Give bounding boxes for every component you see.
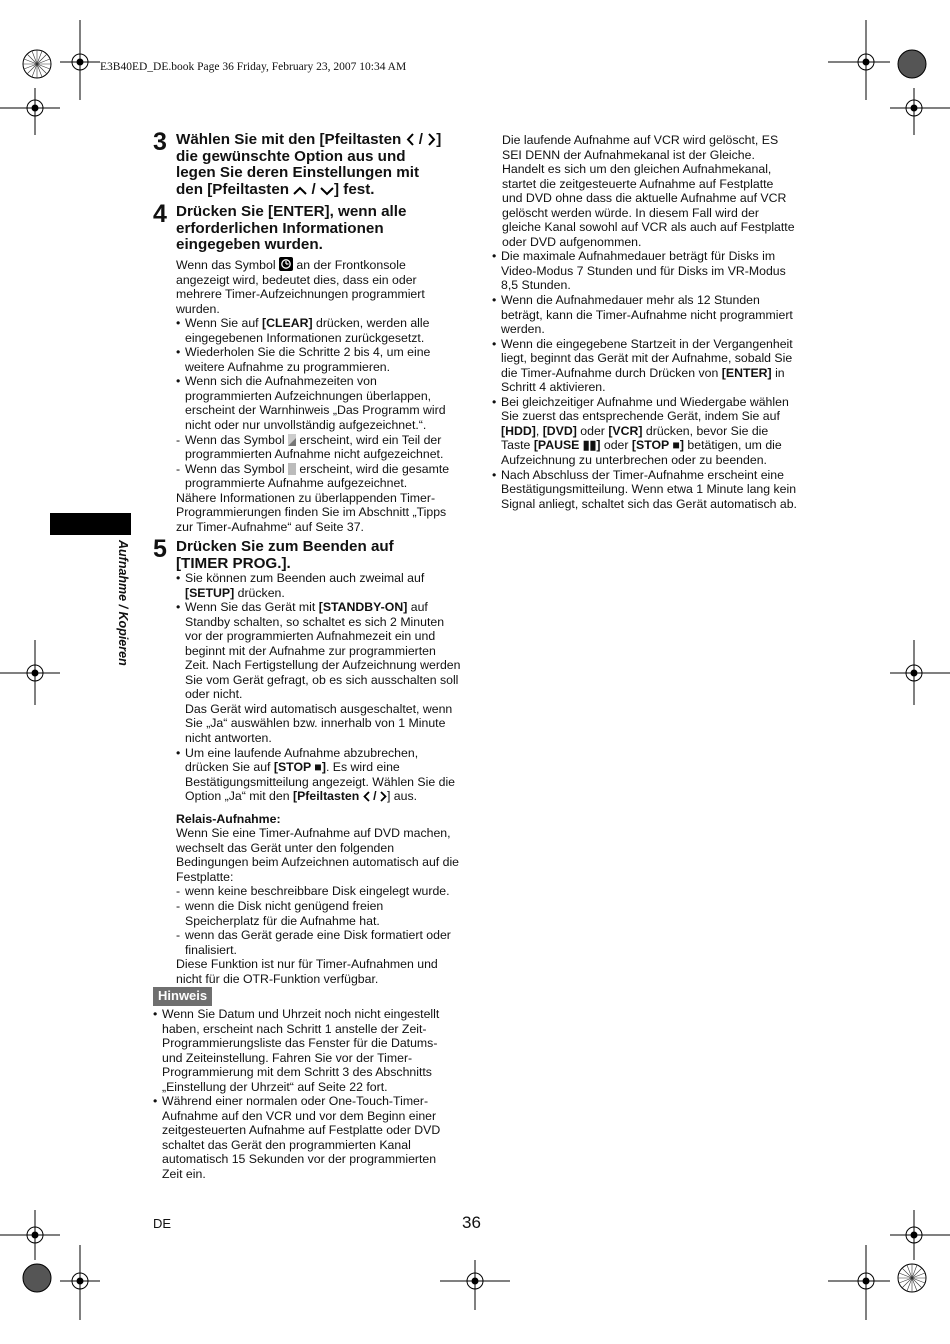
relais-intro: Wenn Sie eine Timer-Aufnahme auf DVD machen, wechselt das Gerät unter den folgenden Bedingungen beim Aufzeichnen automatisch auf die Festplatte: — [176, 826, 460, 884]
step-number: 3 — [153, 128, 167, 156]
step-number: 5 — [153, 535, 167, 563]
full-recording-icon — [288, 463, 296, 475]
list-item: - Wenn das Symbol erscheint, wird ein Teil der programmierten Aufnahme nicht aufgezeichnet. — [176, 433, 461, 462]
arrow-left-icon — [363, 791, 370, 802]
relais-heading: Relais-Aufnahme: — [176, 811, 281, 826]
overlap-dash-list — [176, 433, 461, 491]
arrow-down-icon — [320, 186, 334, 196]
list-item: - wenn keine beschreibbare Disk eingelegt wurde. — [176, 884, 461, 899]
note-body — [153, 1007, 459, 1182]
list-item: • Wenn die Aufnahmedauer mehr als 12 Stunden beträgt, kann die Timer-Aufnahme nicht programmiert werden. — [492, 293, 797, 337]
timer-symbol-icon — [279, 257, 293, 271]
list-item: • Bei gleichzeitiger Aufnahme und Wiedergabe wählen Sie zuerst das entsprechende Gerät, indem Sie auf [HDD], [DVD] oder [VCR] drücken, bevor Sie die Taste [PAUSE ▮▮] oder [STOP ■] betätigen, um die Aufzeichnung zu unterbrechen oder zu beenden. — [492, 395, 797, 468]
note-label: Hinweis — [153, 987, 212, 1006]
list-item: • Nach Abschluss der Timer-Aufnahme erscheint eine Bestätigungsmitteilung. Wenn etwa 1 Minute lang kein Signal anliegt, schaltet sich das Gerät automatisch ab. — [492, 468, 797, 512]
list-item: • Die maximale Aufnahmedauer beträgt für Disks im Video-Modus 7 Stunden und für Disks im VR-Modus 8,5 Stunden. — [492, 249, 797, 293]
arrow-left-icon — [406, 133, 415, 146]
list-item: - wenn die Disk nicht genügend freien Speicherplatz für die Aufnahme hat. — [176, 899, 461, 928]
list-item: • Wenn Sie auf [CLEAR] drücken, werden alle eingegebenen Informationen zurückgesetzt. — [176, 316, 461, 345]
right-column: Die laufende Aufnahme auf VCR wird gelöscht, ES SEI DENN der Aufnahmekanal ist der Gleiche. Handelt es sich um den gleichen Aufnahmekanal, startet die zeitgesteuerte Aufnahme auf Festplatte und DVD ohne dass die aktuelle Aufnahme auf VCR gelöscht werden würde. In diesem Fall wird der gleiche Kanal sowohl auf VCR als auch auf Festplatte oder DVD aufgenommen. • Die maximale Aufnahmedauer beträgt für Disks im Video-Modus 7 Stunden und für Disks im VR-Modus 8,5 Stunden. • Wenn die Aufnahmedauer mehr als 12 Stunden beträgt, kann die Timer-Aufnahme nicht programmiert werden. • Wenn die eingegebene Startzeit in der Vergangenheit liegt, beginnt das Gerät mit der Aufnahme, sobald Sie die Timer-Aufnahme durch Drücken von [ENTER] in Schritt 4 aktivieren. • Bei gleichzeitiger Aufnahme und Wiedergabe wählen Sie zuerst das entsprechende Gerät, indem Sie auf [HDD], [DVD] oder [VCR] drücken, bevor Sie die Taste [PAUSE ▮▮] oder [STOP ■] betätigen, um die Aufzeichnung zu unterbrechen oder zu beenden. • Nach Abschluss der Timer-Aufnahme erscheint eine Bestätigungsmitteilung. Wenn etwa 1 Minute lang kein Signal anliegt, schaltet sich das Gerät automatisch ab. — [492, 133, 797, 511]
relais-outro: Diese Funktion ist nur für Timer-Aufnahmen und nicht für die OTR-Funktion verfügbar. — [176, 957, 438, 986]
section-tab-marker — [50, 513, 131, 535]
list-item: • Wenn Sie das Gerät mit [STANDBY-ON] auf Standby schalten, so schaltet es sich 2 Minuten vor der programmierten Aufnahmezeit ein und beginnt mit der Aufnahme zur programmierten Zeit. Nach Fertigstellung der Aufzeichnung werden Sie vom Gerät gefragt, ob es sich ausschalten soll oder nicht. Das Gerät wird automatisch ausgeschaltet, wenn Sie „Ja“ auswählen bzw. innerhalb von 1 Minute nicht antworten. — [176, 600, 461, 745]
step-5-bullets — [176, 571, 461, 804]
step-4-bullets — [176, 316, 461, 432]
step-title: Drücken Sie [ENTER], wenn alle erforderlichen Informationen eingegeben wurden. — [176, 203, 407, 254]
list-item: • Um eine laufende Aufnahme abzubrechen, drücken Sie auf [STOP ■]. Es wird eine Bestätigungsmitteilung angezeigt. Wählen Sie die Option „Ja“ mit den [Pfeiltasten / ] aus. — [176, 746, 461, 804]
list-item: • Wenn sich die Aufnahmezeiten von programmierten Aufzeichnungen überlappen, erscheint der Warnhinweis „Das Programm wird nicht oder nur unvollständig aufgezeichnet.“. — [176, 374, 461, 432]
list-item: • Während einer normalen oder One-Touch-Timer-Aufnahme auf den VCR und vor dem Beginn einer zeitgesteuerten Aufnahme auf Festplatte oder DVD schaltet das Gerät den programmierten Kanal automatisch 15 Sekunden vor der programmierten Zeit ein. — [153, 1094, 459, 1181]
partial-overlap-icon — [288, 434, 296, 446]
step-title: Drücken Sie zum Beenden auf [TIMER PROG.]. — [176, 538, 394, 572]
arrow-up-icon — [293, 186, 307, 196]
print-header-note: E3B40ED_DE.book Page 36 Friday, February 23, 2007 10:34 AM — [100, 61, 407, 73]
list-item: • Wiederholen Sie die Schritte 2 bis 4, um eine weitere Aufnahme zu programmieren. — [176, 345, 461, 374]
page-number: 36 — [462, 1213, 481, 1232]
relais-conditions — [176, 884, 461, 957]
step-4-body: Wenn das Symbol an der Frontkonsole angezeigt wird, bedeutet dies, dass ein oder mehrere Timer-Aufzeichnungen programmiert wurden. • Wenn Sie auf [CLEAR] drücken, werden alle eingegebenen Informationen zurückgesetzt. • Wiederholen Sie die Schritte 2 bis 4, um eine weitere Aufnahme zu programmieren. • Wenn sich die Aufnahmezeiten von programmierten Aufzeichnungen überlappen, erscheint der Warnhinweis „Das Programm wird nicht oder nur unvollständig aufgezeichnet.“. - Wenn das Symbol erscheint, wird ein Teil der programmierten Aufnahme nicht aufgezeichnet. - Wenn das Symbol erscheint, wird die gesamte programmierte Aufnahme aufgezeichnet. Nähere Informationen zu überlappenden Timer-Programmierungen finden Sie im Abschnitt „Tipps zur Timer-Aufnahme“ auf Seite 37. — [176, 257, 461, 534]
list-item: • Sie können zum Beenden auch zweimal auf [SETUP] drücken. — [176, 571, 461, 600]
step-title: Wählen Sie mit den [Pfeiltasten / ] die gewünschte Option aus und legen Sie deren Einstellungen mit den [Pfeiltasten / ] fest. — [176, 131, 442, 198]
list-item: - wenn das Gerät gerade eine Disk formatiert oder finalisiert. — [176, 928, 461, 957]
list-item: • Wenn Sie Datum und Uhrzeit noch nicht eingestellt haben, erscheint nach Schritt 1 anstelle der Zeit-Programmierungsliste das Fenster für die Datums- und Zeiteinstellung. Fahren Sie vor der Timer-Programmierung mit dem Schritt 3 des Abschnitts „Einstellung der Uhrzeit“ auf Seite 22 fort. — [153, 1007, 459, 1094]
arrow-right-icon — [380, 791, 387, 802]
list-item: - Wenn das Symbol erscheint, wird die gesamte programmierte Aufnahme aufgezeichnet. — [176, 462, 461, 491]
step-number: 4 — [153, 200, 167, 228]
arrow-right-icon — [427, 133, 436, 146]
section-side-label: Aufnahme / Kopieren — [116, 540, 130, 666]
step-5-body — [176, 571, 461, 986]
list-item: • Wenn die eingegebene Startzeit in der Vergangenheit liegt, beginnt das Gerät mit der Aufnahme, sobald Sie die Timer-Aufnahme durch Drücken von [ENTER] in Schritt 4 aktivieren. — [492, 337, 797, 395]
footer-language: DE — [153, 1216, 172, 1231]
